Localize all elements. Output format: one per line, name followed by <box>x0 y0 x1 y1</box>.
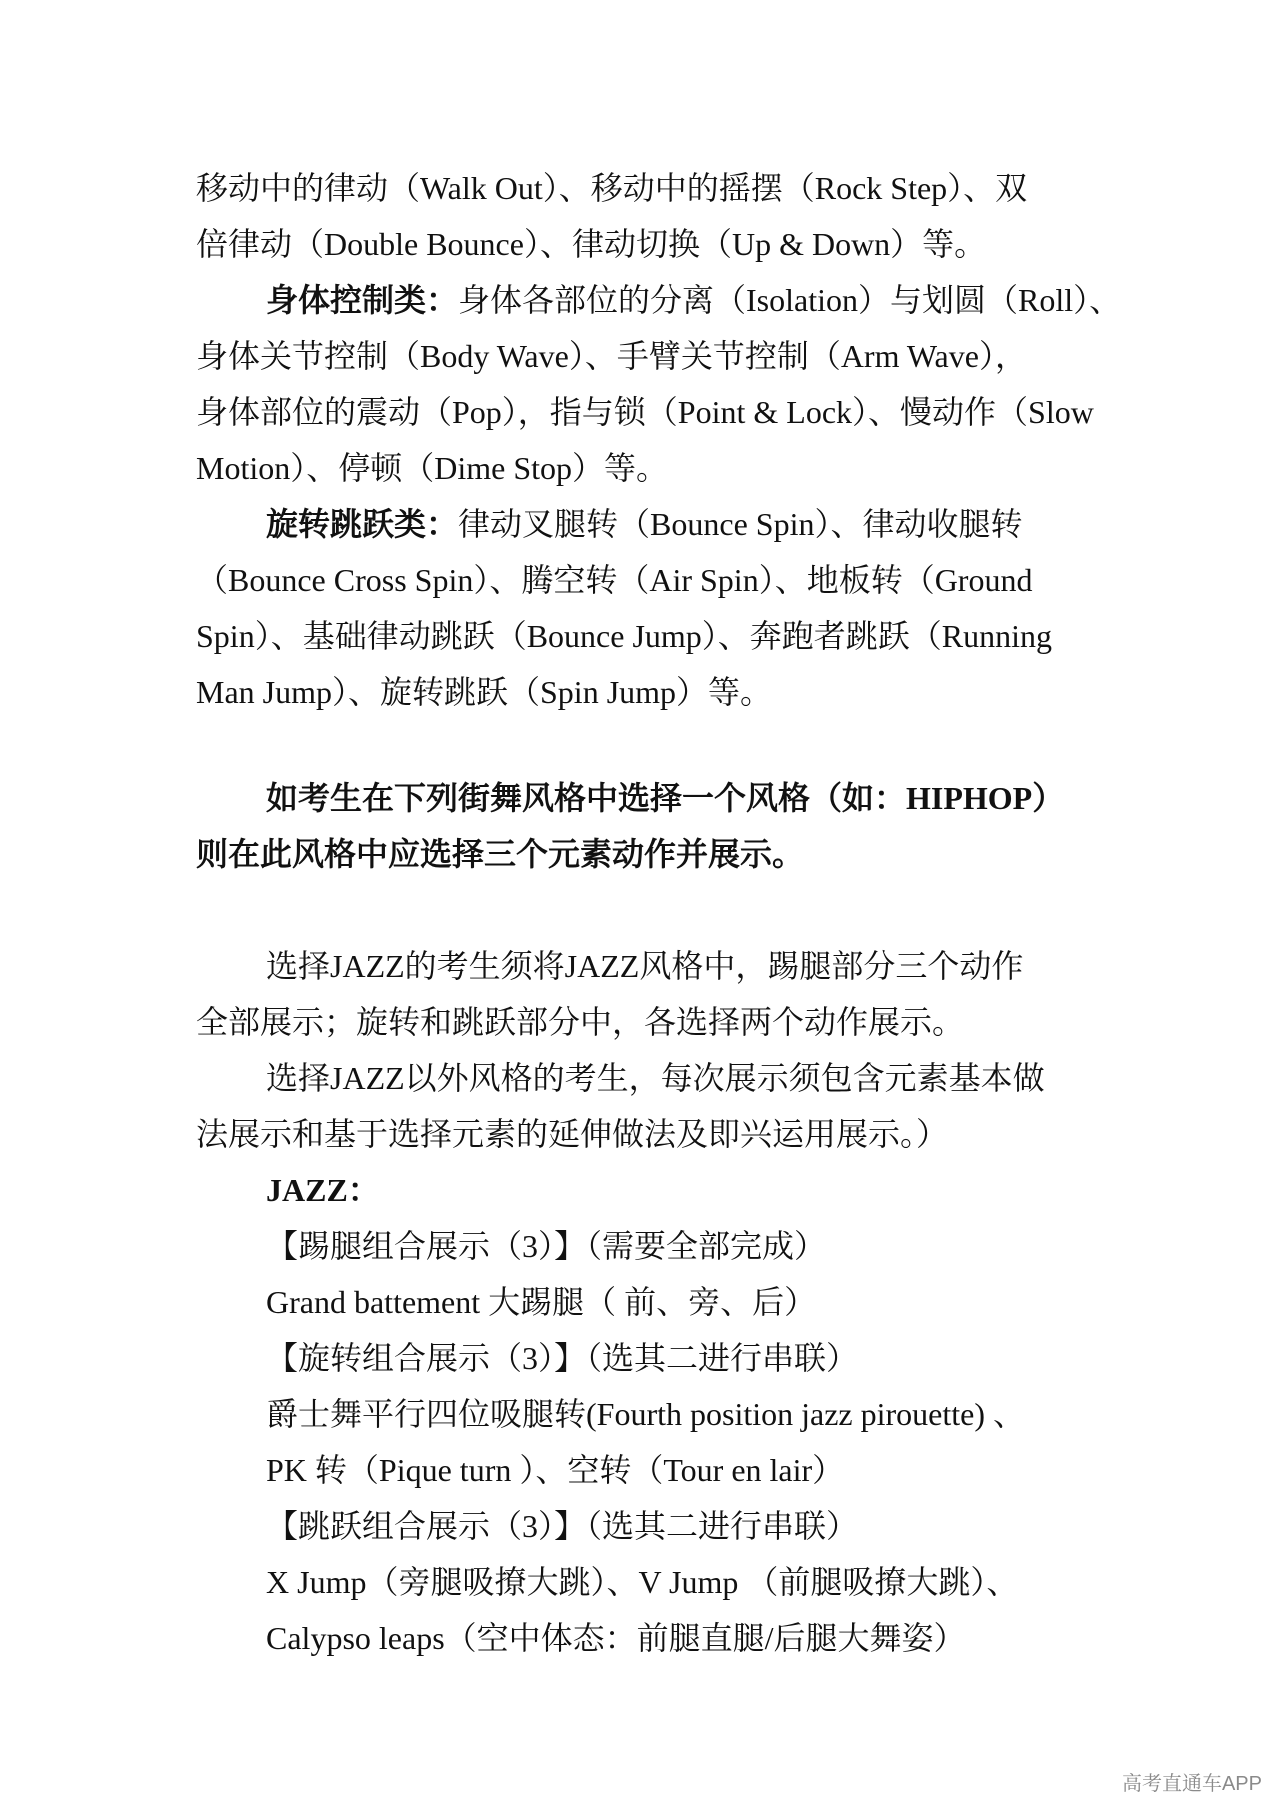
text-line: X Jump（旁腿吸撩大跳）、V Jump （前腿吸撩大跳）、 <box>266 1564 1019 1600</box>
paragraph-spin-jump <box>266 504 1022 544</box>
paragraph-body-control <box>266 280 1121 320</box>
label-body-control: 身体控制类： <box>266 282 459 318</box>
watermark: 高考直通车APP <box>1121 1773 1262 1795</box>
jump-group-title: 【跳跃组合展示（3）】（选其二进行串联） <box>266 1508 859 1544</box>
text-line: 选择JAZZ的考生须将JAZZ风格中，踢腿部分三个动作 <box>266 948 1024 984</box>
text-line: 身体关节控制（Body Wave）、手臂关节控制（Arm Wave）， <box>196 338 1027 374</box>
text-line: 选择JAZZ以外风格的考生，每次展示须包含元素基本做 <box>266 1060 1045 1096</box>
text-line: 倍律动（Double Bounce）、律动切换（Up & Down）等。 <box>196 226 987 262</box>
text-line: Spin）、基础律动跳跃（Bounce Jump）、奔跑者跳跃（Running <box>196 618 1053 654</box>
instruction-heading: 则在此风格中应选择三个元素动作并展示。 <box>196 836 805 872</box>
text-line: 全部展示；旋转和跳跃部分中，各选择两个动作展示。 <box>196 1004 965 1040</box>
instruction-heading: 如考生在下列街舞风格中选择一个风格（如：HIPHOP） <box>266 780 1065 816</box>
text-line: 身体各部位的分离（Isolation）与划圆（Roll）、 <box>458 282 1122 318</box>
text-line: Calypso leaps（空中体态：前腿直腿/后腿大舞姿） <box>266 1620 966 1656</box>
text-line: 身体部位的震动（Pop），指与锁（Point & Lock）、慢动作（Slow <box>196 394 1094 430</box>
spin-group-title: 【旋转组合展示（3）】（选其二进行串联） <box>266 1340 859 1376</box>
text-line: 律动叉腿转（Bounce Spin）、律动收腿转 <box>458 506 1023 542</box>
kick-group-title: 【踢腿组合展示（3）】（需要全部完成） <box>266 1228 827 1264</box>
text-line: 法展示和基于选择元素的延伸做法及即兴运用展示。） <box>196 1116 949 1152</box>
text-line: （Bounce Cross Spin）、腾空转（Air Spin）、地板转（Ground <box>196 562 1033 598</box>
label-spin-jump: 旋转跳跃类： <box>266 506 459 542</box>
text-line: Man Jump）、旋转跳跃（Spin Jump）等。 <box>196 674 773 710</box>
text-line: Grand battement 大踢腿（ 前、旁、后） <box>266 1284 817 1320</box>
text-line: Motion）、停顿（Dime Stop）等。 <box>196 450 669 486</box>
jazz-heading: JAZZ： <box>266 1172 380 1208</box>
text-line: PK 转（Pique turn ）、空转（Tour en lair） <box>266 1452 845 1488</box>
text-line: 爵士舞平行四位吸腿转(Fourth position jazz pirouette) 、 <box>266 1396 1026 1432</box>
text-line: 移动中的律动（Walk Out）、移动中的摇摆（Rock Step）、双 <box>196 170 1028 206</box>
